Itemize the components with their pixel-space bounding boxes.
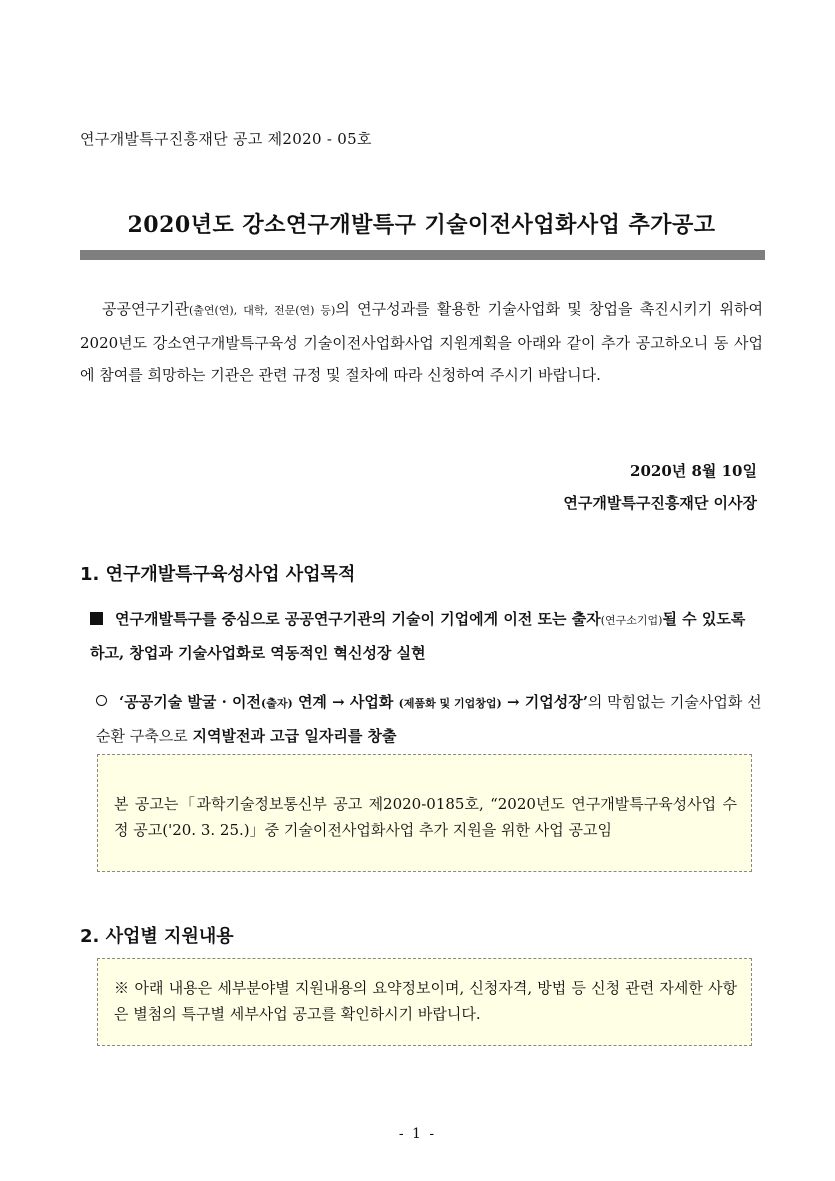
section-2-heading: 2. 사업별 지원내용 [80, 926, 234, 947]
bullet-text-b: 될 수 있도록 하고, 창업과 기술사업화로 역동적인 혁신성장 실현 [90, 610, 746, 662]
bullet-text-a: 연구개발특구를 중심으로 공공연구기관의 기술이 기업에게 이전 또는 출자 [115, 610, 601, 628]
sub-bullet-e: 지역발전과 고급 일자리를 창출 [192, 727, 397, 745]
purpose-sub-bullet [96, 686, 763, 752]
title-underline-bar [80, 250, 765, 260]
section-1-heading: 1. 연구개발특구육성사업 사업목적 [80, 564, 356, 585]
notice-date: 2020년 8월 10일 [630, 462, 757, 480]
square-bullet-icon [90, 612, 103, 625]
sub-bullet-d: 의 막힘없는 기술사업화 선순환 구축으로 [96, 693, 762, 745]
circle-bullet-icon [96, 695, 107, 706]
notice-reference-box: 본 공고는「과학기술정보통신부 공고 제2020-0185호, “2020년도 연구개발특구육성사업 수정 공고('20. 3. 25.)」중 기술이전사업화사업 추가 지원을 위한 사업 공고임 [97, 754, 752, 872]
intro-text-1: 공공연구기관 [102, 300, 189, 318]
sub-bullet-a-small: (출자) [261, 697, 293, 710]
support-note-box: ※ 아래 내용은 세부분야별 지원내용의 요약정보이며, 신청자격, 방법 등 신청 관련 자세한 사항은 별첨의 특구별 세부사업 공고를 확인하시기 바랍니다. [97, 958, 752, 1046]
intro-text-small: (출연(연), 대학, 전문(연) 등) [188, 304, 336, 317]
bullet-text-small: (연구소기업) [600, 614, 663, 627]
signer: 연구개발특구진흥재단 이사장 [563, 494, 757, 512]
sub-bullet-a: ‘공공기술 발굴 · 이전 [119, 693, 262, 711]
sub-bullet-b: 연계 → 사업화 [292, 693, 399, 711]
sub-bullet-c: → 기업성장’ [501, 693, 588, 711]
sub-bullet-b-small: (제품화 및 기업창업) [398, 697, 502, 710]
notice-number: 연구개발특구진흥재단 공고 제2020 - 05호 [80, 130, 372, 148]
intro-paragraph [80, 293, 763, 391]
document-title: 2020년도 강소연구개발특구 기술이전사업화사업 추가공고 [127, 212, 716, 238]
purpose-bullet [90, 603, 763, 670]
intro-text-2: 의 연구성과를 활용한 기술사업화 및 창업을 촉진시키기 위하여 2020년도 강소연구개발특구육성 기술이전사업화사업 지원계획을 아래와 같이 추가 공고하오니 동 사업에 참여를 희망하는 기관은 관련 규정 및 절차에 따라 신청하여 주시기 바랍니다. [80, 300, 763, 384]
page-number: - 1 - [398, 1126, 437, 1142]
